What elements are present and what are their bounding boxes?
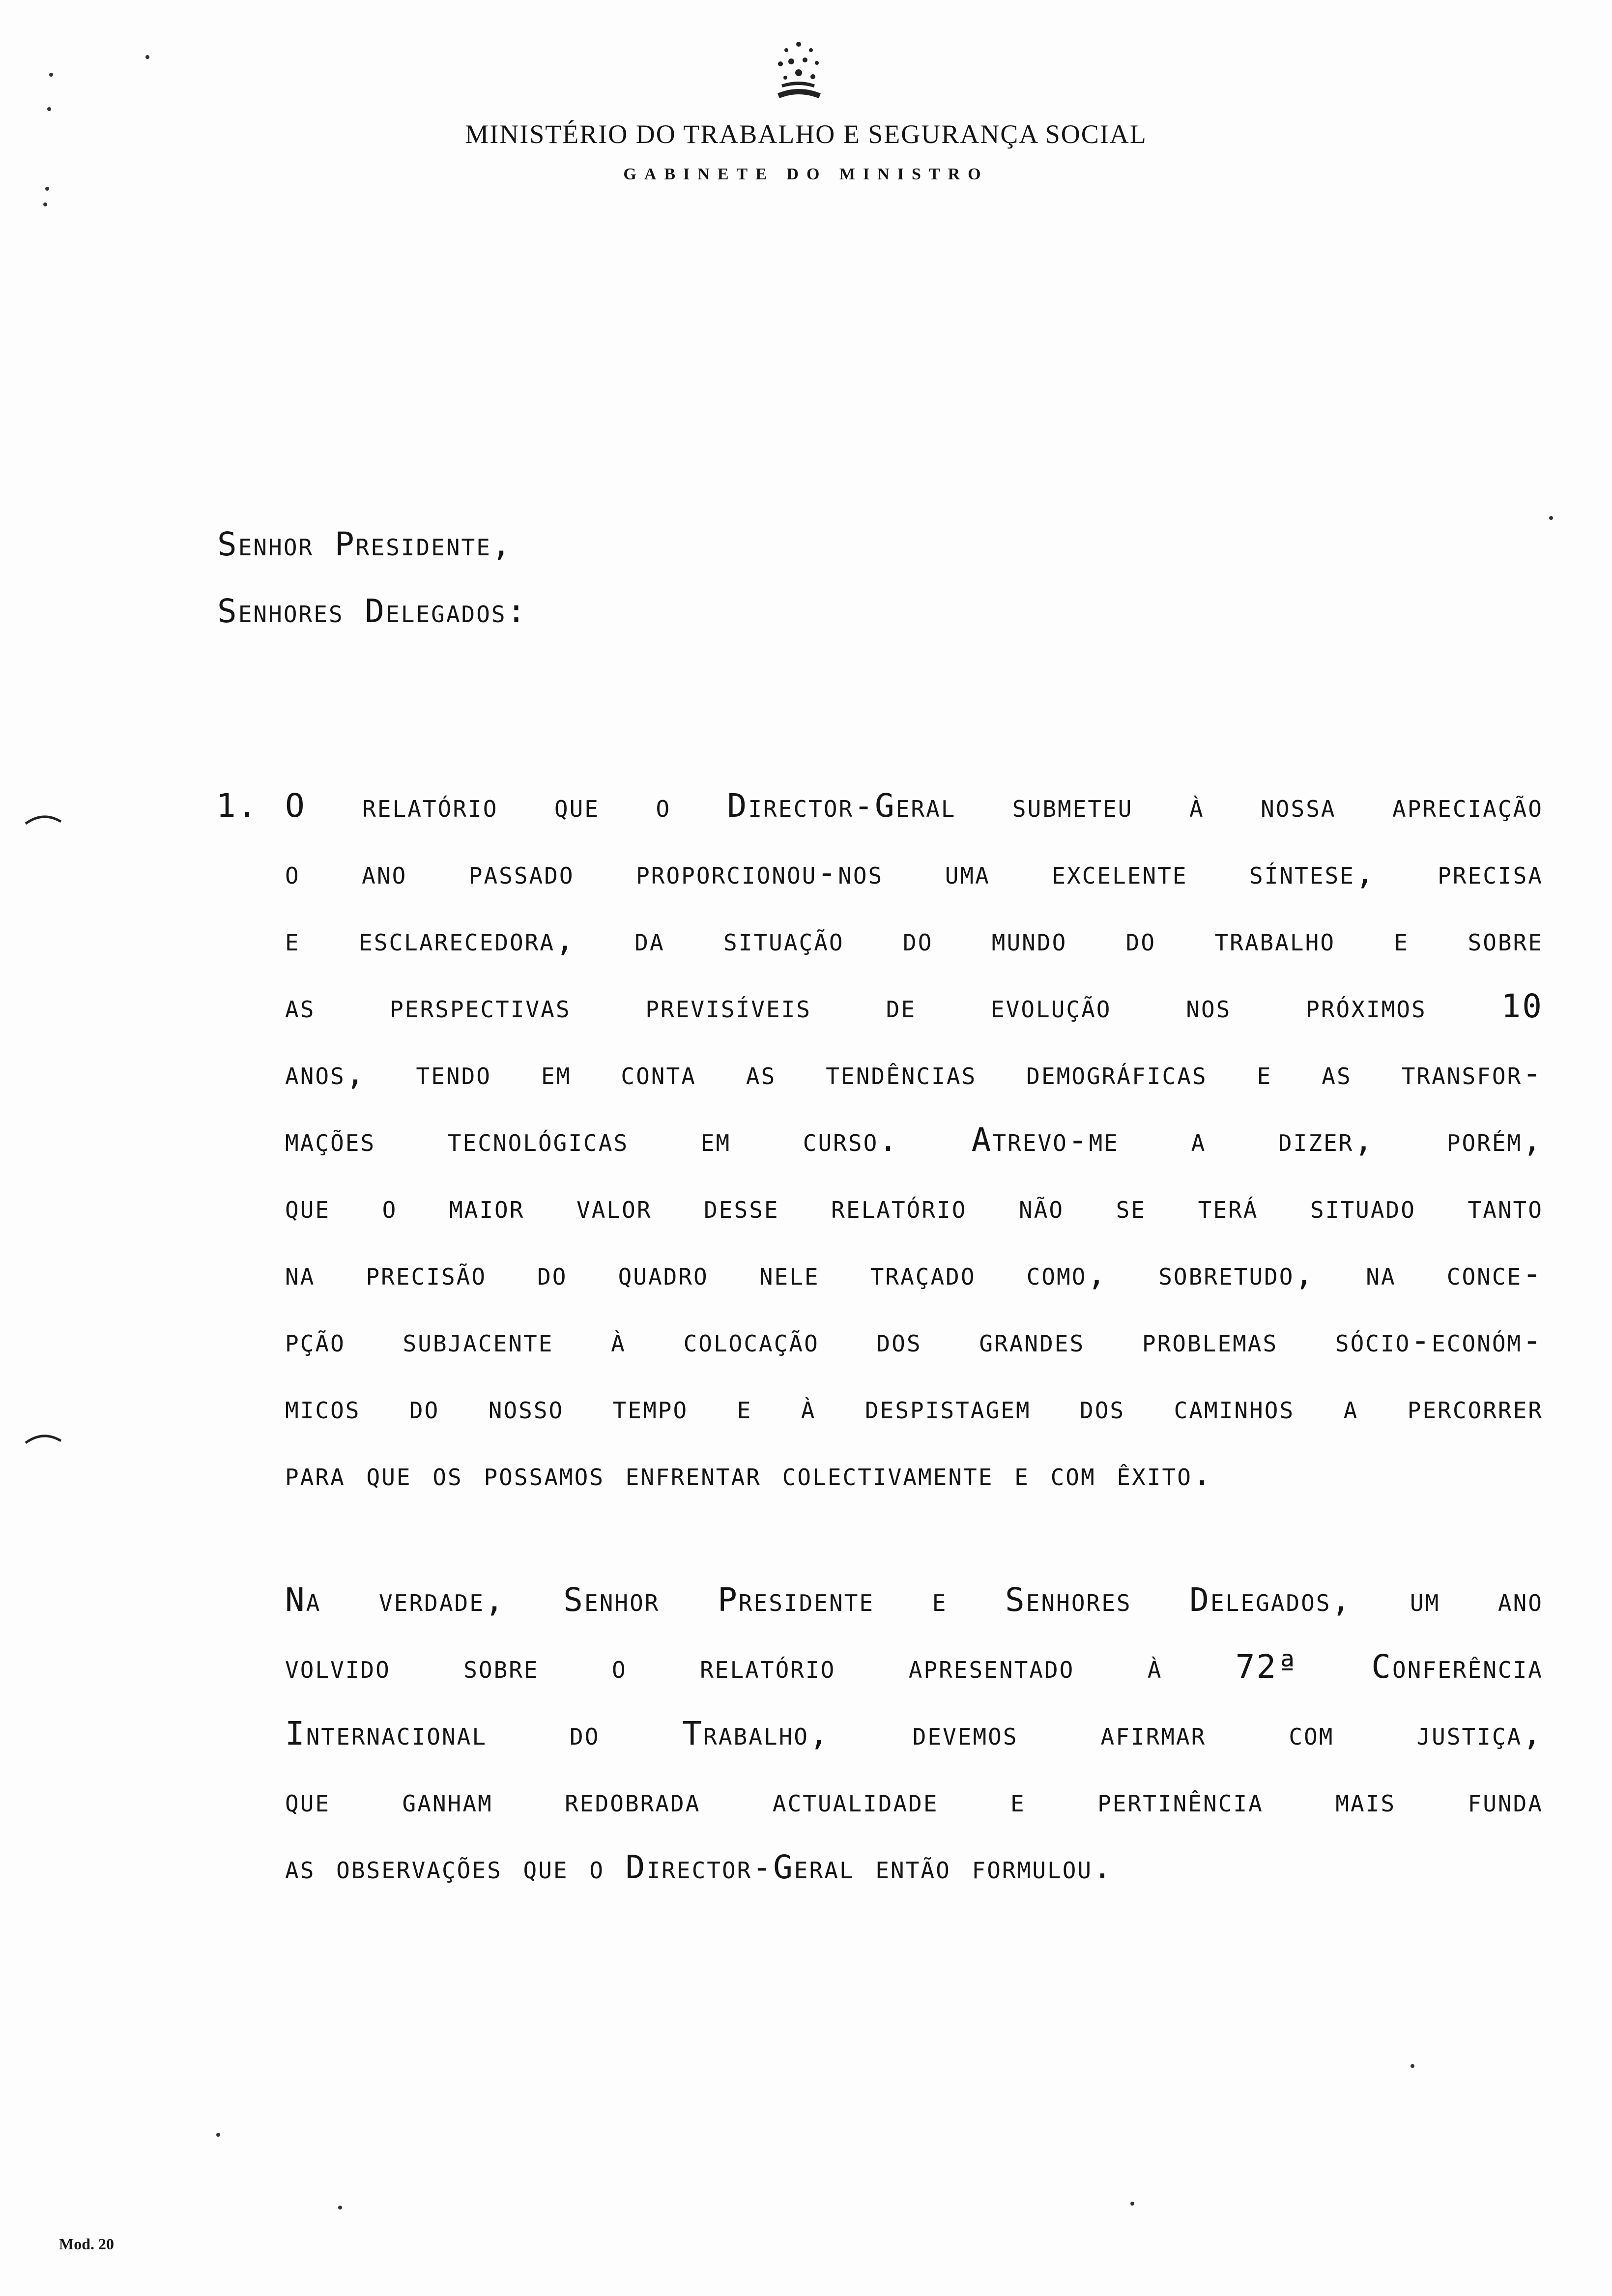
- scan-speck: [1410, 2064, 1414, 2068]
- paragraph-line: as perspectivas previsíveis de evolução nos próximos 10: [285, 987, 1543, 1025]
- paragraph-1: [285, 773, 1543, 1508]
- paragraph-line: micos do nosso tempo e à despistagem dos caminhos a percorrer: [285, 1388, 1543, 1426]
- paragraph-line: as observações que o Director-Geral então formulou.: [285, 1848, 1114, 1886]
- salutation-line-2: Senhores Delegados:: [217, 592, 528, 630]
- salutation: [217, 511, 527, 645]
- cabinet-subtitle: GABINETE DO MINISTRO: [623, 165, 989, 183]
- paragraph-line: o ano passado proporcionou-nos uma excelente síntese, precisa: [285, 854, 1543, 891]
- paragraph-line: Na verdade, Senhor Presidente e Senhores Delegados, um ano: [285, 1581, 1543, 1619]
- paragraph-line: para que os possamos enfrentar colectivamente e com êxito.: [285, 1455, 1213, 1493]
- scan-speck: [216, 2133, 220, 2137]
- paragraph-line: mações tecnológicas em curso. Atrevo-me a dizer, porém,: [285, 1121, 1543, 1159]
- paragraph-line: Internacional do Trabalho, devemos afirmar com justiça,: [285, 1715, 1543, 1752]
- salutation-line-1: Senhor Presidente,: [217, 525, 513, 563]
- ministry-title: MINISTÉRIO DO TRABALHO E SEGURANÇA SOCIAL: [465, 119, 1147, 149]
- scan-speck: [47, 107, 51, 111]
- form-code: Mod. 20: [59, 2235, 114, 2253]
- paragraph-line: anos, tendo em conta as tendências demográficas e as transfor-: [285, 1054, 1544, 1092]
- paragraph-line: pção subjacente à colocação dos grandes problemas sócio-económ-: [285, 1321, 1543, 1359]
- paragraph-line: e esclarecedora, da situação do mundo do trabalho e sobre: [285, 920, 1543, 958]
- paragraph-line: que o maior valor desse relatório não se terá situado tanto: [285, 1188, 1543, 1226]
- scan-speck: [338, 2206, 342, 2210]
- scan-speck: [1130, 2202, 1134, 2206]
- paragraph-line: que ganham redobrada actualidade e pertinência mais funda: [285, 1781, 1543, 1819]
- paragraph-line: volvido sobre o relatório apresentado à 72ª Conferência: [285, 1648, 1543, 1686]
- scan-speck: [145, 55, 149, 59]
- scan-speck: [49, 73, 53, 77]
- scan-speck: [45, 187, 49, 191]
- paragraph-2: [285, 1567, 1543, 1901]
- paragraph-line: O relatório que o Director-Geral submeteu à nossa apreciação: [285, 787, 1543, 825]
- scan-speck: [43, 202, 47, 206]
- coat-of-arms-icon: [752, 29, 845, 113]
- paragraph-line: na precisão do quadro nele traçado como, sobretudo, na conce-: [285, 1255, 1543, 1292]
- scan-speck: [1549, 516, 1553, 520]
- paragraph-number: 1.: [216, 787, 259, 825]
- binder-mark-icon: [24, 1430, 63, 1445]
- binder-mark-icon: [24, 811, 63, 826]
